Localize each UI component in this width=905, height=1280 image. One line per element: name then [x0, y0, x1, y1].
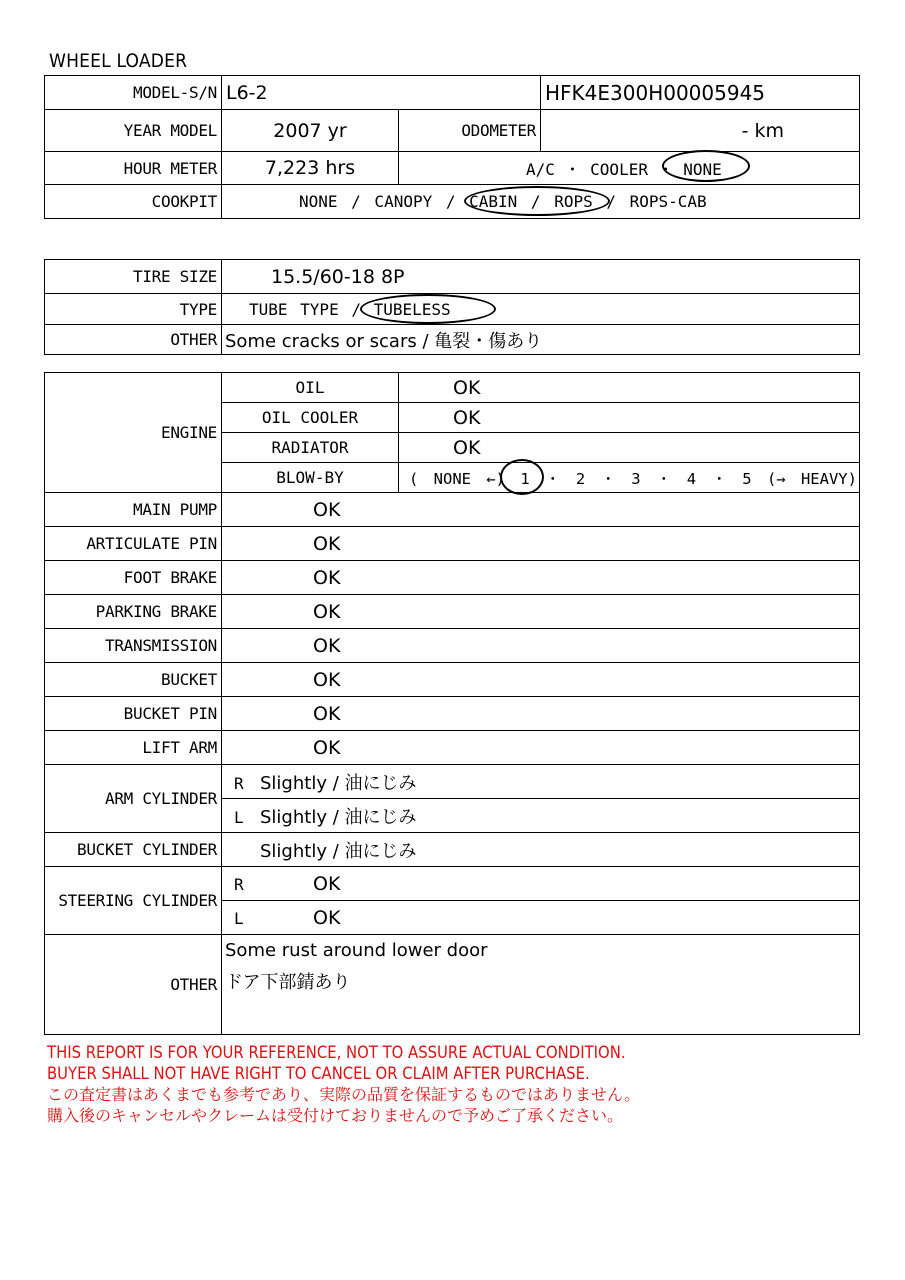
steering-cylinder-l — [222, 901, 860, 935]
selection-oval-blowby-1 — [500, 459, 544, 495]
machine-info-table — [44, 75, 860, 219]
inspection-table — [44, 372, 860, 1035]
transmission-label: TRANSMISSION — [45, 629, 222, 663]
transmission-value: OK — [222, 629, 860, 663]
ac-options: A/C ・ COOLER ・ NONE — [399, 152, 860, 185]
other-notes — [222, 935, 860, 1035]
steering-cylinder-l-value: OK — [313, 906, 341, 929]
foot-brake-label: FOOT BRAKE — [45, 561, 222, 595]
arm-cylinder-r — [222, 765, 860, 799]
engine-label: ENGINE — [45, 373, 222, 493]
articulate-pin-label: ARTICULATE PIN — [45, 527, 222, 561]
tire-other-value: Some cracks or scars / 亀裂・傷あり — [222, 325, 860, 355]
other-note-ja: ドア下部錆あり — [225, 972, 351, 993]
bucket-cylinder-value: Slightly / 油にじみ — [222, 833, 860, 867]
selection-oval-tubeless — [360, 294, 496, 324]
bucket-cylinder-label: BUCKET CYLINDER — [45, 833, 222, 867]
other-label: OTHER — [45, 935, 222, 1035]
steering-cylinder-r — [222, 867, 860, 901]
arm-cylinder-l — [222, 799, 860, 833]
model-label: MODEL-S/N — [45, 76, 222, 110]
articulate-pin-value: OK — [222, 527, 860, 561]
disclaimer-line-2: BUYER SHALL NOT HAVE RIGHT TO CANCEL OR CLAIM AFTER PURCHASE. — [47, 1064, 590, 1083]
odometer-label: ODOMETER — [399, 110, 541, 152]
disclaimer-line-4: 購入後のキャンセルやクレームは受付けておりませんので予めご了承ください。 — [47, 1106, 624, 1125]
engine-oil-cooler-label: OIL COOLER — [222, 403, 399, 433]
hour-meter-label: HOUR METER — [45, 152, 222, 185]
serial-value: HFK4E300H00005945 — [541, 76, 860, 110]
bucket-label: BUCKET — [45, 663, 222, 697]
cockpit-options: NONE / CANOPY / CABIN / ROPS / ROPS-CAB — [222, 185, 860, 219]
disclaimer-line-3: この査定書はあくまでも参考であり、実際の品質を保証するものではありません。 — [47, 1085, 640, 1104]
engine-radiator-label: RADIATOR — [222, 433, 399, 463]
blow-by-scale: ( NONE ←) 1 ・ 2 ・ 3 ・ 4 ・ 5 (→ HEAVY) — [399, 463, 860, 493]
tire-other-label: OTHER — [45, 325, 222, 355]
parking-brake-label: PARKING BRAKE — [45, 595, 222, 629]
bucket-pin-value: OK — [222, 697, 860, 731]
foot-brake-value: OK — [222, 561, 860, 595]
page-title: WHEEL LOADER — [49, 50, 188, 72]
arm-cylinder-r-tag: R — [234, 773, 244, 793]
bucket-value: OK — [222, 663, 860, 697]
odometer-value: - km — [541, 110, 860, 152]
engine-oil-value: OK — [399, 373, 860, 403]
arm-cylinder-r-value: Slightly / 油にじみ — [260, 772, 417, 794]
arm-cylinder-l-tag: L — [234, 807, 244, 827]
bucket-pin-label: BUCKET PIN — [45, 697, 222, 731]
selection-oval-none — [662, 150, 750, 182]
main-pump-label: MAIN PUMP — [45, 493, 222, 527]
tire-size-label: TIRE SIZE — [45, 260, 222, 294]
tire-size-value: 15.5/60-18 8P — [222, 260, 860, 294]
steering-cylinder-r-tag: R — [234, 874, 244, 894]
tire-type-options: TUBE TYPE / TUBELESS — [222, 294, 860, 325]
other-note-en: Some rust around lower door — [225, 940, 488, 961]
hour-meter-value: 7,223 hrs — [222, 152, 399, 185]
selection-oval-cabin — [464, 186, 610, 216]
cockpit-label: COOKPIT — [45, 185, 222, 219]
engine-oil-cooler-value: OK — [399, 403, 860, 433]
engine-oil-label: OIL — [222, 373, 399, 403]
steering-cylinder-r-value: OK — [313, 872, 341, 895]
blow-by-label: BLOW-BY — [222, 463, 399, 493]
disclaimer-line-1: THIS REPORT IS FOR YOUR REFERENCE, NOT TO ASSURE ACTUAL CONDITION. — [47, 1043, 626, 1062]
year-value: 2007 yr — [222, 110, 399, 152]
main-pump-value: OK — [222, 493, 860, 527]
steering-cylinder-l-tag: L — [234, 908, 244, 928]
engine-radiator-value: OK — [399, 433, 860, 463]
arm-cylinder-label: ARM CYLINDER — [45, 765, 222, 833]
lift-arm-value: OK — [222, 731, 860, 765]
tire-type-label: TYPE — [45, 294, 222, 325]
steering-cylinder-label: STEERING CYLINDER — [45, 867, 222, 935]
arm-cylinder-l-value: Slightly / 油にじみ — [260, 806, 417, 828]
model-value: L6-2 — [222, 76, 541, 110]
parking-brake-value: OK — [222, 595, 860, 629]
lift-arm-label: LIFT ARM — [45, 731, 222, 765]
year-label: YEAR MODEL — [45, 110, 222, 152]
